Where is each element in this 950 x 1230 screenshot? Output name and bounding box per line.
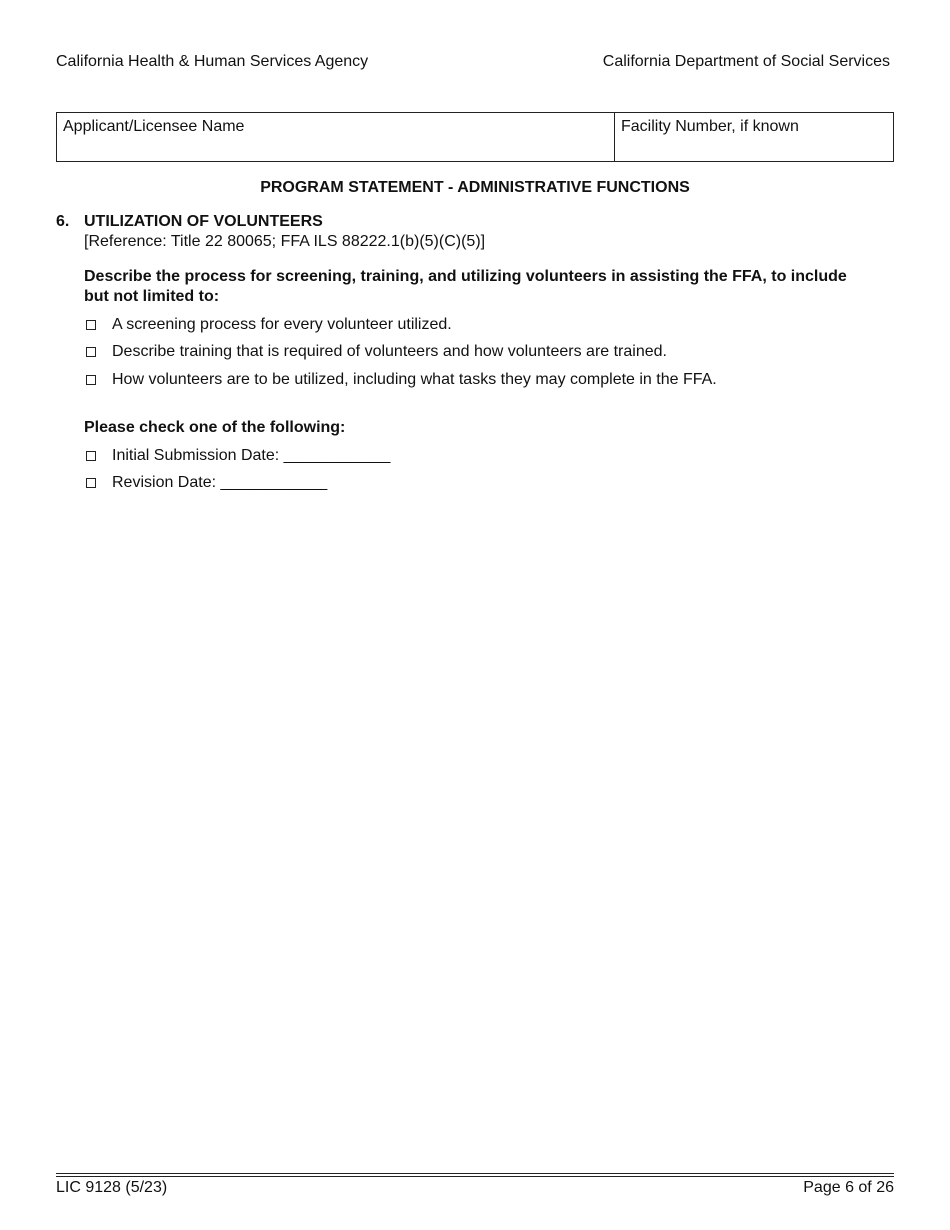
header-agency: California Health & Human Services Agency bbox=[56, 53, 369, 70]
section-heading: UTILIZATION OF VOLUNTEERS bbox=[84, 213, 323, 230]
header-department: California Department of Social Services bbox=[602, 53, 890, 70]
applicant-name-field[interactable] bbox=[57, 113, 615, 161]
section-number: 6. bbox=[56, 213, 70, 230]
section-instructions: Describe the process for screening, training, and utilizing volunteers in assisting the FFA, to include but not limited to: bbox=[84, 268, 847, 305]
checklist-item[interactable] bbox=[84, 315, 452, 335]
revision-option[interactable] bbox=[84, 473, 327, 493]
checklist-item-label: Describe training that is required of volunteers and how volunteers are trained. bbox=[112, 343, 667, 360]
submission-heading: Please check one of the following: bbox=[84, 419, 346, 436]
checklist-item[interactable] bbox=[84, 342, 667, 362]
initial-submission-label: Initial Submission Date: ____________ bbox=[112, 447, 391, 464]
checkbox[interactable] bbox=[86, 347, 96, 357]
facility-number-label: Facility Number, if known bbox=[621, 118, 799, 135]
page-number: Page 6 of 26 bbox=[803, 1179, 894, 1196]
initial-submission-option[interactable] bbox=[84, 446, 390, 466]
facility-number-field[interactable] bbox=[615, 113, 893, 161]
checklist-item-label: How volunteers are to be utilized, including what tasks they may complete in the FFA. bbox=[112, 371, 717, 388]
applicant-facility-box bbox=[56, 112, 894, 162]
checkbox[interactable] bbox=[86, 320, 96, 330]
form-id: LIC 9128 (5/23) bbox=[56, 1179, 168, 1196]
revision-label: Revision Date: ____________ bbox=[112, 474, 328, 491]
footer-rule bbox=[56, 1176, 894, 1177]
footer-rule bbox=[56, 1173, 894, 1174]
section-reference: [Reference: Title 22 80065; FFA ILS 88222.1(b)(5)(C)(5)] bbox=[84, 233, 486, 250]
checkbox[interactable] bbox=[86, 451, 96, 461]
checkbox[interactable] bbox=[86, 478, 96, 488]
applicant-name-label: Applicant/Licensee Name bbox=[63, 118, 245, 135]
page-title: PROGRAM STATEMENT - ADMINISTRATIVE FUNCTIONS bbox=[260, 179, 690, 196]
checkbox[interactable] bbox=[86, 375, 96, 385]
checklist-item[interactable] bbox=[84, 370, 717, 390]
checklist-item-label: A screening process for every volunteer utilized. bbox=[112, 316, 452, 333]
